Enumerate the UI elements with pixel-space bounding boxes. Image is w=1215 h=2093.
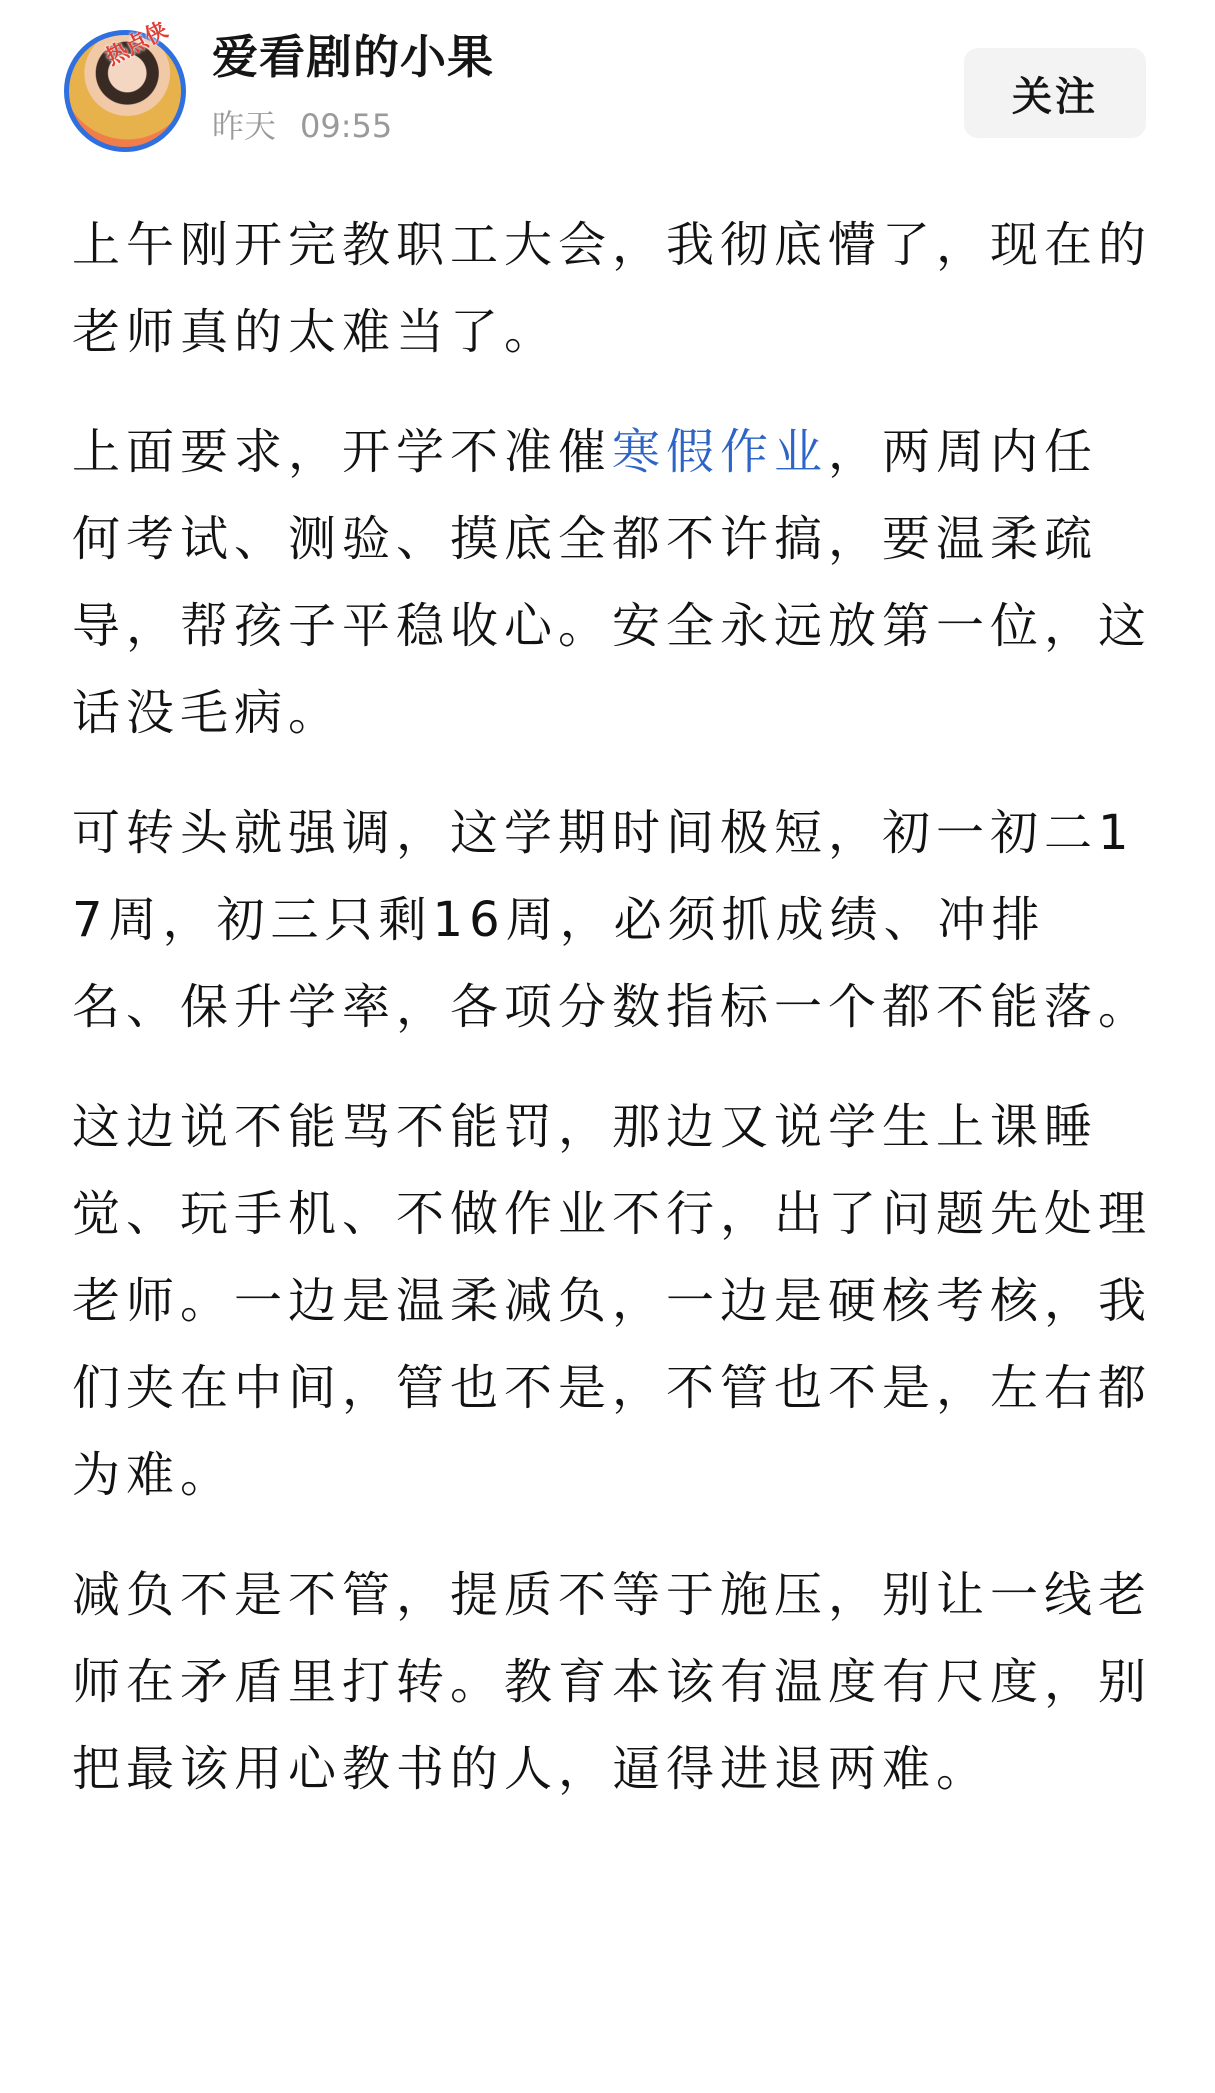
winter-homework-link[interactable]: 寒假作业: [612, 424, 829, 480]
author-name[interactable]: 爱看剧的小果: [212, 30, 494, 84]
follow-button[interactable]: 关注: [964, 48, 1146, 138]
paragraph-5: 减负不是不管，提质不等于施压，别让一线老师在矛盾里打转。教育本该有温度有尺度，别把最该用心教书的人，逼得进退两难。: [72, 1567, 1153, 1797]
post-meta: [212, 107, 393, 145]
paragraph-4: 这边说不能骂不能罚，那边又说学生上课睡觉、玩手机、不做作业不行，出了问题先处理老师。一边是温柔减负，一边是硬核考核，我们夹在中间，管也不是，不管也不是，左右都为难。: [72, 1099, 1153, 1503]
avatar[interactable]: [64, 17, 186, 152]
paragraph-3: 可转头就强调，这学期时间极短，初一初二17周，初三只剩16周，必须抓成绩、冲排名、保升学率，各项分数指标一个都不能落。: [72, 805, 1153, 1035]
post-header: [0, 0, 1215, 175]
post-body: [72, 202, 1152, 1846]
avatar-badge: 热点侠: [101, 17, 172, 71]
post-time: 09:55: [300, 107, 393, 145]
post-date: 昨天: [212, 107, 277, 145]
paragraph-2: [72, 409, 1152, 757]
paragraph-2-text-before: 上面要求，开学不准催: [72, 424, 613, 480]
paragraph-1: 上午刚开完教职工大会，我彻底懵了，现在的老师真的太难当了。: [72, 217, 1153, 360]
paragraph-2-text-after: ，两周内任何考试、测验、摸底全都不许搞，要温柔疏导，帮孩子平稳收心。安全永远放第一位，这话没毛病。: [72, 424, 1153, 741]
